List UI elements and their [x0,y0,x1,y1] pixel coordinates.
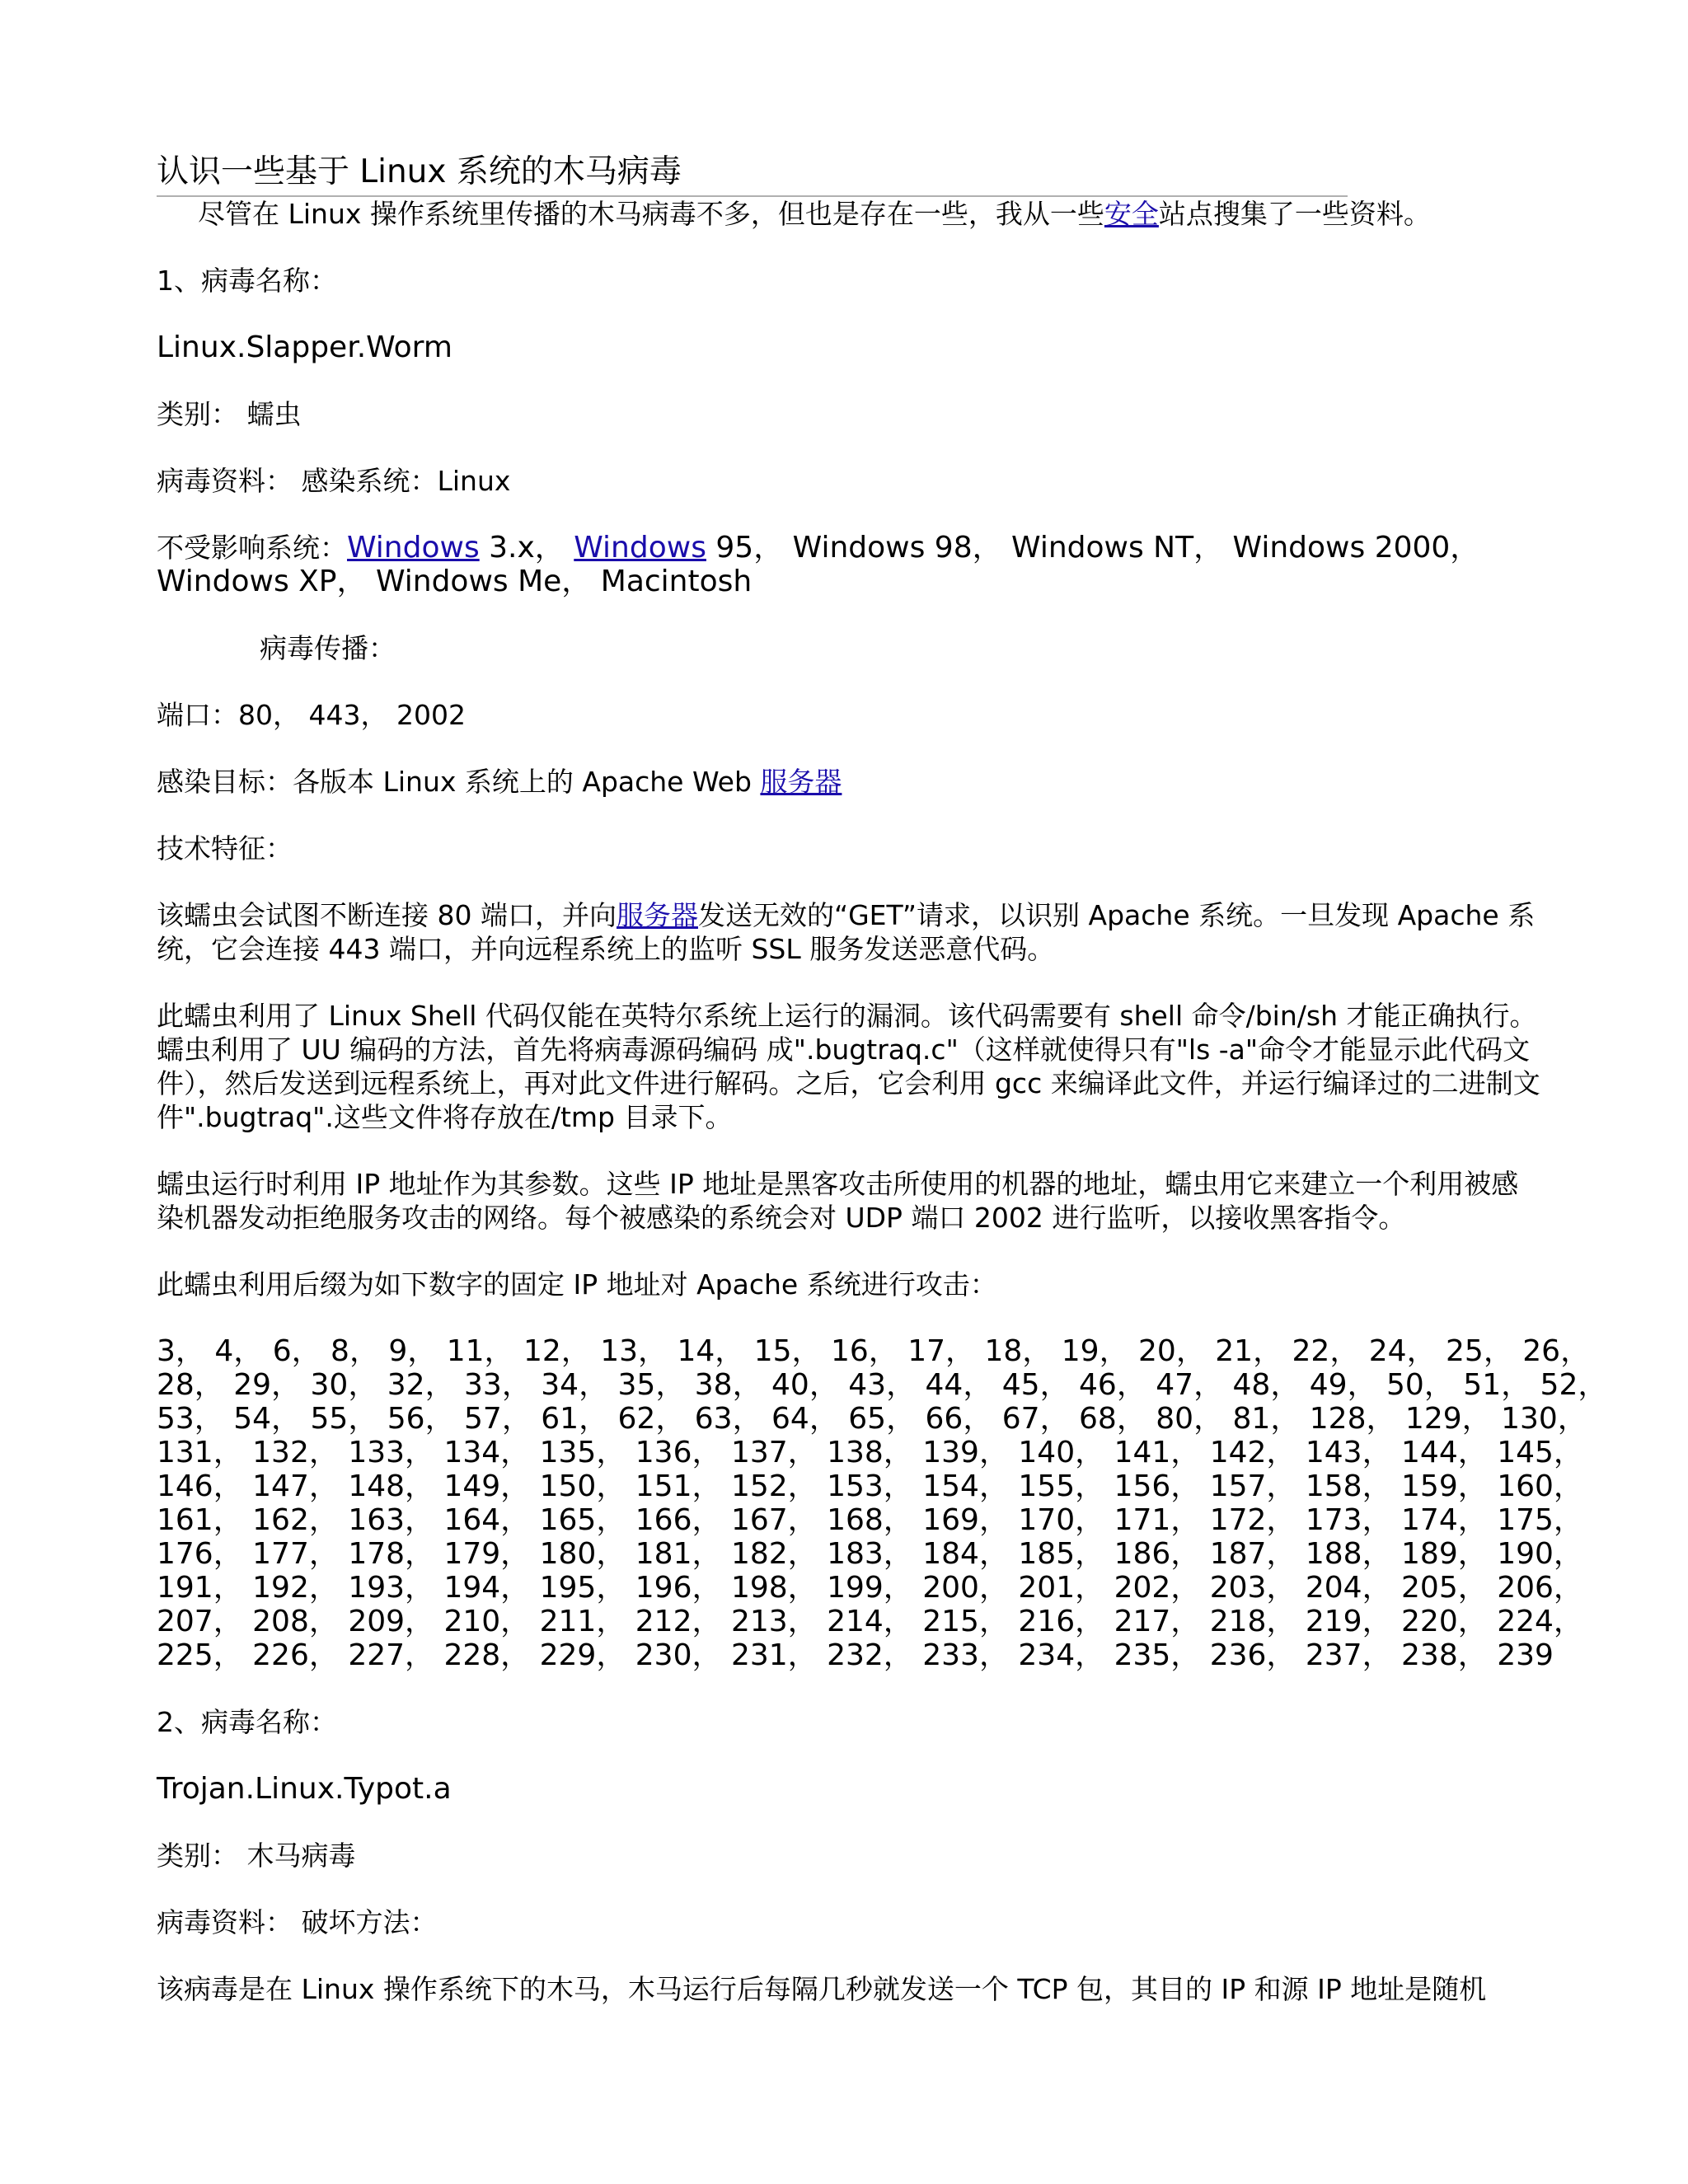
windows-link-1[interactable]: Windows [347,531,480,565]
document-body [157,152,1608,2006]
virus1-tech-paragraph-1 [157,898,1541,966]
ip-list-line: 131， 132， 133， 134， 135， 136， 137， 138， 139， 140， 141， 142， 143， 144， 145， [157,1436,1583,1469]
virus1-ports: 端口：80， 443， 2002 [157,699,466,731]
unaffected-text-2: 95， Windows 98， Windows NT， Windows 2000， [706,531,1480,565]
intro-text-before: 尽管在 Linux 操作系统里传播的木马病毒不多，但也是存在一些，我从一些 [198,198,1104,230]
server-link-2[interactable]: 服务器 [616,899,698,931]
virus2-paragraph-1: 该病毒是在 Linux 操作系统下的木马，木马运行后每隔几秒就发送一个 TCP 包，其目的 IP 和源 IP 地址是随机 [157,1973,1487,2005]
unaffected-label: 不受影响系统： [157,532,347,564]
tech-p1-before: 该蠕虫会试图不断连接 80 端口，并向 [157,899,617,931]
unaffected-text-1: 3.x， [479,531,574,565]
ip-list-line: 3， 4， 6， 8， 9， 11， 12， 13， 14， 15， 16， 17， 18， 19， 20， 21， 22， 24， 25， 26， [157,1334,1591,1368]
ip-list-line: 161， 162， 163， 164， 165， 166， 167， 168， 169， 170， 171， 172， 173， 174， 175， [157,1503,1583,1537]
windows-link-2[interactable]: Windows [574,531,706,565]
intro-paragraph [157,197,1541,231]
ip-list-line: 225， 226， 227， 228， 229， 230， 231， 232， 233， 234， 235， 236， 237， 238， 239 [157,1638,1554,1672]
ip-list-line: 207， 208， 209， 210， 211， 212， 213， 214， 215， 216， 217， 218， 219， 220， 224， [157,1605,1583,1638]
virus2-heading: 2、病毒名称： [157,1706,337,1738]
tech-p1-after: 发送无效的“GET”请求，以识别 Apache 系统。一旦发现 Apache 系统，它会连接 443 端口，并向远程系统上的监听 SSL 服务发送恶意代码。 [157,899,1536,965]
virus1-unaffected [157,531,1541,598]
intro-text-after: 站点搜集了一些资料。 [1158,198,1431,230]
page-title: 认识一些基于 Linux 系统的木马病毒 [157,152,1348,197]
virus2-info: 病毒资料： 破坏方法： [157,1906,438,1938]
virus1-tech-paragraph-3: 蠕虫运行时利用 IP 地址作为其参数。这些 IP 地址是黑客攻击所使用的机器的地址，蠕虫用它来建立一个利用被感染机器发动拒绝服务攻击的网络。每个被感染的系统会对 UDP 端口 2002 进行监听，以接收黑客指令。 [157,1168,1519,1234]
ip-list-line: 53， 54， 55， 56， 57， 61， 62， 63， 64， 65， 66， 67， 68， 80， 81， 128， 129， 130， [157,1402,1587,1436]
virus1-info: 病毒资料： 感染系统：Linux [157,465,511,497]
virus1-tech-heading: 技术特征： [157,832,293,865]
virus2-name: Trojan.Linux.Typot.a [157,1772,452,1806]
ip-suffix-list [157,1334,1608,1672]
ip-list-line: 146， 147， 148， 149， 150， 151， 152， 153， 154， 155， 156， 157， 158， 159， 160， [157,1469,1583,1503]
ip-list-line: 28， 29， 30， 32， 33， 34， 35， 38， 40， 43， 44， 45， 46， 47， 48， 49， 50， 51， 52， [157,1368,1608,1402]
security-link[interactable]: 安全 [1104,198,1159,230]
virus1-spread: 病毒传播： [260,632,396,664]
virus1-heading: 1、病毒名称： [157,265,337,297]
server-link-1[interactable]: 服务器 [760,766,842,798]
ip-list-line: 191， 192， 193， 194， 195， 196， 198， 199， 200， 201， 202， 203， 204， 205， 206， [157,1571,1583,1605]
virus2-category: 类别： 木马病毒 [157,1840,356,1872]
virus1-category: 类别： 蠕虫 [157,398,302,430]
virus1-name: Linux.Slapper.Worm [157,330,452,364]
target-text: 感染目标：各版本 Linux 系统上的 Apache Web [157,766,761,798]
ip-list-line: 176， 177， 178， 179， 180， 181， 182， 183， 184， 185， 186， 187， 188， 189， 190， [157,1537,1583,1571]
virus1-tech-paragraph-4: 此蠕虫利用后缀为如下数字的固定 IP 地址对 Apache 系统进行攻击： [157,1268,997,1301]
virus1-tech-paragraph-2: 此蠕虫利用了 Linux Shell 代码仅能在英特尔系统上运行的漏洞。该代码需要有 shell 命令/bin/sh 才能正确执行。蠕虫利用了 UU 编码的方法，首先将病毒源码编码 成".bugtraq.c"（这样就使得只有"ls -a"命令才能显示此代码文件），然后发送到远程系统上，再对此文件进行解码。之后，它会利用 gcc 来编译此文件，并运行编译过的二进制文 件".bugtraq".这些文件将存放在/tmp 目录下。 [157,1000,1540,1133]
unaffected-line-2: Windows XP， Windows Me， Macintosh [157,565,753,598]
virus1-target [157,765,1541,799]
